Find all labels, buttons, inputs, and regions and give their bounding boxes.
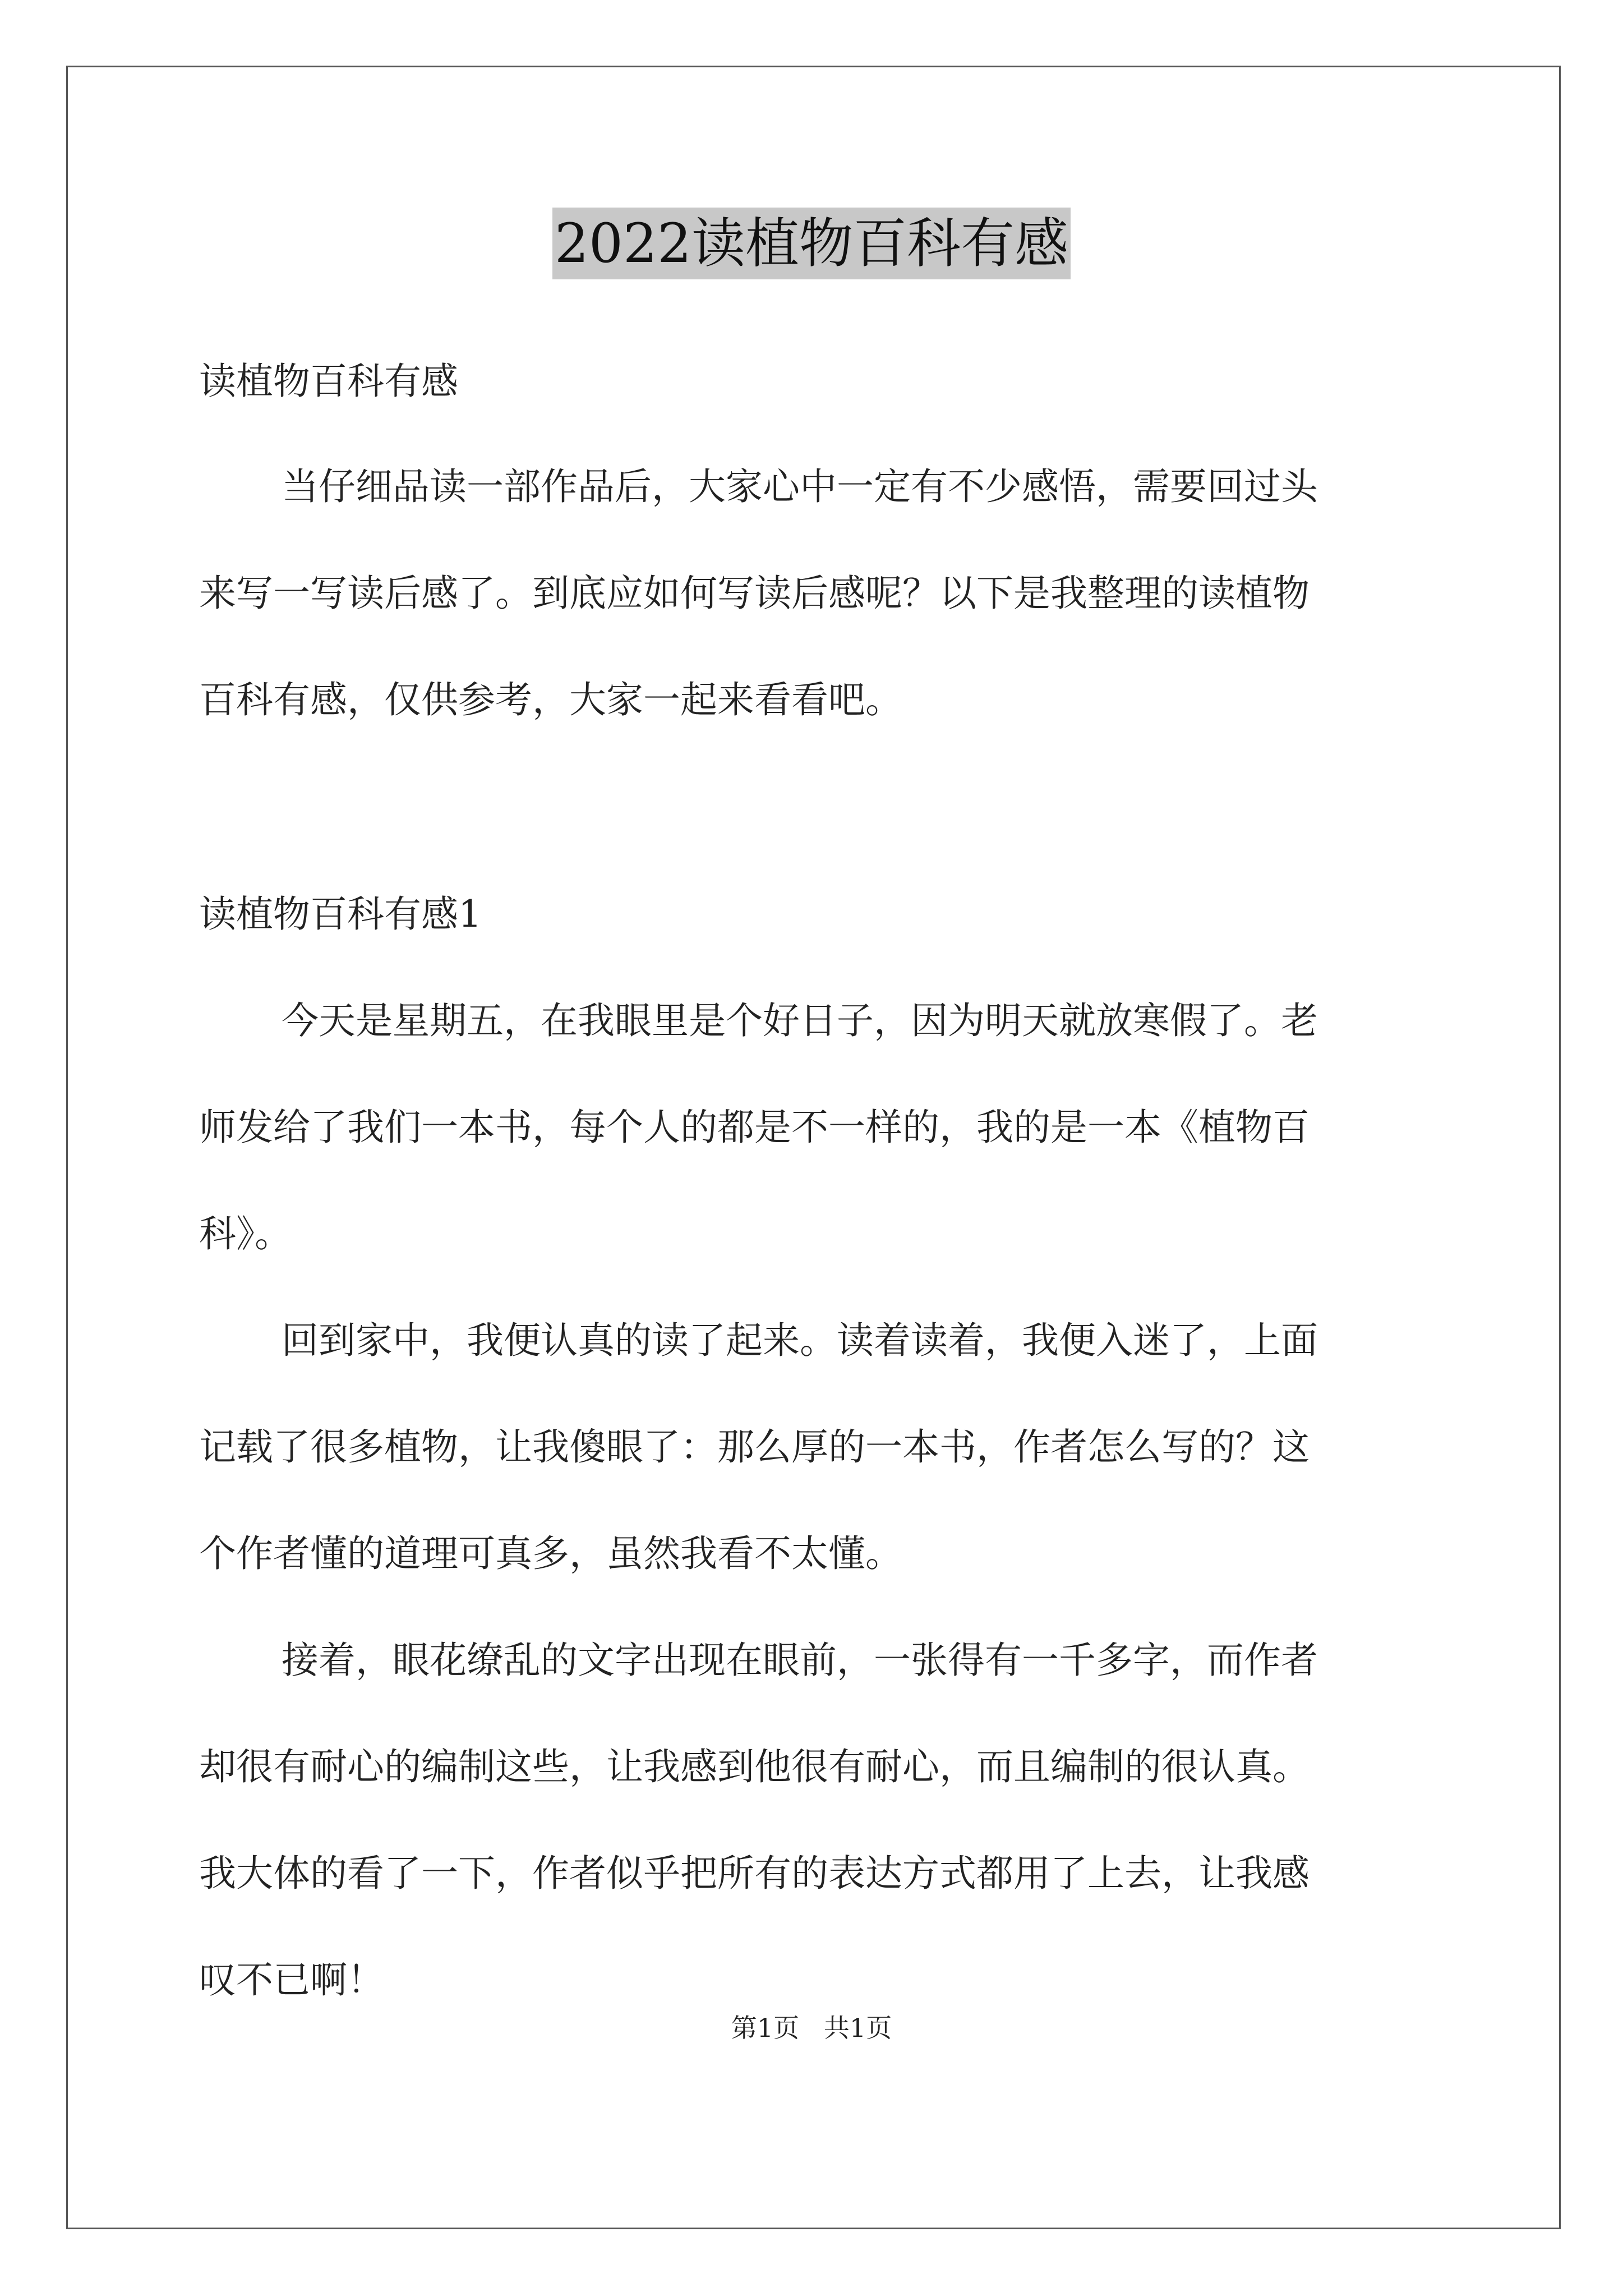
intro-line-1: 当仔细品读一部作品后，大家心中一定有不少感悟，需要回过头	[282, 465, 1318, 508]
paragraph-2-line-2: 记载了很多植物，让我傻眼了：那么厚的一本书，作者怎么写的？这	[199, 1425, 1310, 1469]
title-container	[0, 208, 1623, 279]
section-heading: 读植物百科有感1	[199, 892, 482, 936]
document-subtitle: 读植物百科有感	[199, 360, 458, 403]
document-title: 2022读植物百科有感	[552, 208, 1071, 279]
paragraph-1-line-3: 科》。	[199, 1212, 292, 1255]
paragraph-3-line-3: 我大体的看了一下，作者似乎把所有的表达方式都用了上去，让我感	[199, 1852, 1310, 1895]
paragraph-2-line-3: 个作者懂的道理可真多，虽然我看不太懂。	[199, 1532, 902, 1575]
intro-line-3: 百科有感，仅供参考，大家一起来看看吧。	[199, 678, 902, 721]
intro-line-2: 来写一写读后感了。到底应如何写读后感呢？以下是我整理的读植物	[199, 572, 1310, 615]
paragraph-1-line-1: 今天是星期五，在我眼里是个好日子，因为明天就放寒假了。老	[282, 999, 1318, 1042]
paragraph-3-line-4: 叹不已啊！	[199, 1958, 384, 2001]
paragraph-2-line-1: 回到家中，我便认真的读了起来。读着读着，我便入迷了，上面	[282, 1319, 1318, 1362]
paragraph-3-line-1: 接着，眼花缭乱的文字出现在眼前，一张得有一千多字，而作者	[282, 1639, 1318, 1682]
paragraph-1-line-2: 师发给了我们一本书，每个人的都是不一样的，我的是一本《植物百	[199, 1106, 1310, 1149]
paragraph-3-line-2: 却很有耐心的编制这些，让我感到他很有耐心，而且编制的很认真。	[199, 1745, 1310, 1788]
page-footer: 第1页 共1页	[731, 2013, 892, 2043]
